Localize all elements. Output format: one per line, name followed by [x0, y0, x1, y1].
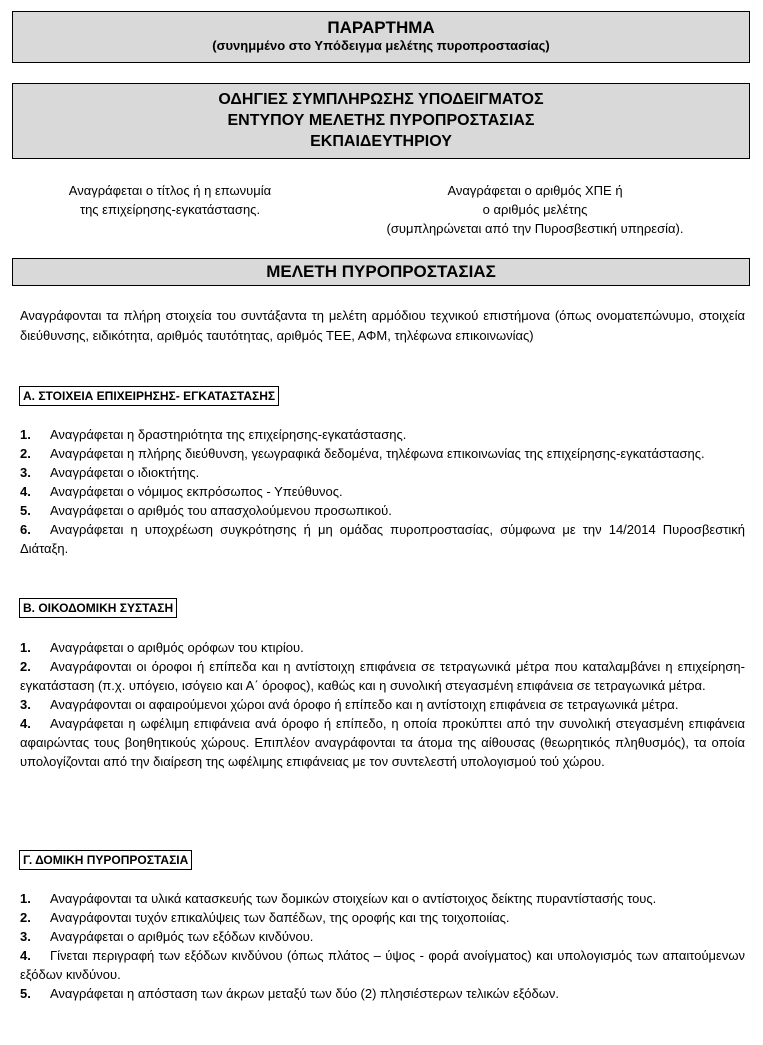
- appendix-title: ΠΑΡΑΡΤΗΜΑ: [327, 18, 435, 37]
- list-item: [20, 638, 745, 657]
- item-number: 5.: [20, 986, 31, 1001]
- study-title: ΜΕΛΕΤΗ ΠΥΡΟΠΡΟΣΤΑΣΙΑΣ: [266, 262, 496, 281]
- study-intro-paragraph: Αναγράφονται τα πλήρη στοιχεία του συντάξαντα τη μελέτη αρμόδιου τεχνικού επιστήμονα (όπως ονοματεπώνυμο, στοιχεία διεύθυνσης, ειδικότητα, αριθμός ταυτότητας, αριθμός ΤΕΕ, ΑΦΜ, τηλέφωνα επικοινωνίας): [20, 308, 745, 343]
- item-number: 3.: [20, 929, 31, 944]
- study-title-box: [12, 258, 750, 286]
- list-item: [20, 889, 745, 908]
- item-number: 1.: [20, 891, 31, 906]
- section-a-heading: Α. ΣΤΟΙΧΕΙΑ ΕΠΙΧΕΙΡΗΣΗΣ- ΕΓΚΑΤΑΣΤΑΣΗΣ: [19, 386, 279, 406]
- number-instruction-column: [330, 181, 740, 238]
- item-number: 4.: [20, 716, 31, 731]
- item-text: Αναγράφεται ο αριθμός ορόφων του κτιρίου.: [50, 640, 304, 655]
- item-number: 1.: [20, 427, 31, 442]
- item-text: Γίνεται περιγραφή των εξόδων κινδύνου (όπως πλάτος – ύψος - φορά ανοίγματος) και υπολογισμός των απαιτούμενων εξόδων κινδύνου.: [20, 948, 745, 982]
- title-instruction-line-2: της επιχείρησης-εγκατάστασης.: [79, 202, 261, 217]
- section-c-heading: Γ. ΔΟΜΙΚΗ ΠΥΡΟΠΡΟΣΤΑΣΙΑ: [19, 850, 192, 870]
- list-item: [20, 520, 745, 558]
- item-text: Αναγράφεται η δραστηριότητα της επιχείρησης-εγκατάστασης.: [50, 427, 407, 442]
- item-number: 2.: [20, 659, 31, 674]
- instructions-title-line-2: ΕΝΤΥΠΟΥ ΜΕΛΕΤΗΣ ΠΥΡΟΠΡΟΣΤΑΣΙΑΣ: [227, 112, 535, 129]
- list-item: [20, 463, 745, 482]
- section-a-list: [20, 425, 745, 558]
- list-item: [20, 657, 745, 695]
- appendix-header-box: [12, 11, 750, 63]
- instructions-title-line-1: ΟΔΗΓΙΕΣ ΣΥΜΠΛΗΡΩΣΗΣ ΥΠΟΔΕΙΓΜΑΤΟΣ: [218, 91, 544, 108]
- item-text: Αναγράφεται η υποχρέωση συγκρότησης ή μη ομάδας πυροπροστασίας, σύμφωνα με την 14/2014 Πυροσβεστική Διάταξη.: [20, 522, 745, 556]
- section-c-list: [20, 889, 745, 1003]
- item-number: 3.: [20, 465, 31, 480]
- item-number: 1.: [20, 640, 31, 655]
- list-item: [20, 984, 745, 1003]
- item-number: 2.: [20, 910, 31, 925]
- item-text: Αναγράφεται η πλήρης διεύθυνση, γεωγραφικά δεδομένα, τηλέφωνα επικοινωνίας της επιχείρησης-εγκατάστασης.: [50, 446, 705, 461]
- instructions-title-line-3: ΕΚΠΑΙΔΕΥΤΗΡΙΟΥ: [310, 133, 452, 150]
- item-text: Αναγράφεται η απόσταση των άκρων μεταξύ των δύο (2) πλησιέστερων τελικών εξόδων.: [50, 986, 559, 1001]
- list-item: [20, 482, 745, 501]
- item-text: Αναγράφεται ο αριθμός των εξόδων κινδύνου.: [50, 929, 314, 944]
- section-b-heading: Β. ΟΙΚΟΔΟΜΙΚΗ ΣΥΣΤΑΣΗ: [19, 598, 177, 618]
- title-instruction-column: [20, 181, 320, 219]
- item-number: 4.: [20, 484, 31, 499]
- item-number: 6.: [20, 522, 31, 537]
- list-item: [20, 501, 745, 520]
- instructions-header-box: [12, 83, 750, 159]
- item-text: Αναγράφονται τα υλικά κατασκευής των δομικών στοιχείων και ο αντίστοιχος δείκτης πυραντίστασής τους.: [50, 891, 657, 906]
- item-text: Αναγράφεται ο νόμιμος εκπρόσωπος - Υπεύθυνος.: [50, 484, 343, 499]
- list-item: [20, 908, 745, 927]
- appendix-subtitle: (συνημμένο στο Υπόδειγμα μελέτης πυροπροστασίας): [212, 38, 550, 53]
- list-item: [20, 425, 745, 444]
- item-text: Αναγράφεται ο ιδιοκτήτης.: [50, 465, 200, 480]
- item-text: Αναγράφονται τυχόν επικαλύψεις των δαπέδων, της οροφής και της τοιχοποιίας.: [50, 910, 510, 925]
- list-item: [20, 714, 745, 771]
- section-b-list: [20, 638, 745, 771]
- item-number: 2.: [20, 446, 31, 461]
- title-instruction-line-1: Αναγράφεται ο τίτλος ή η επωνυμία: [68, 183, 272, 198]
- item-text: Αναγράφονται οι όροφοι ή επίπεδα και η αντίστοιχη επιφάνεια σε τετραγωνικά μέτρα που καταλαμβάνει η επιχείρηση- εγκατάσταση (π.χ. υπόγειο, ισόγειο και Α΄ όροφος), καθώς και η συνολική στεγασμένη επιφάνεια σε τετραγωνικά μέτρα.: [20, 659, 745, 693]
- number-instruction-line-3: (συμπληρώνεται από την Πυροσβεστική υπηρεσία).: [386, 221, 684, 236]
- item-number: 4.: [20, 948, 31, 963]
- item-text: Αναγράφονται οι αφαιρούμενοι χώροι ανά όροφο ή επίπεδο και η αντίστοιχη επιφάνεια σε τετραγωνικά μέτρα.: [50, 697, 679, 712]
- item-text: Αναγράφεται η ωφέλιμη επιφάνεια ανά όροφο ή επίπεδο, η οποία προκύπτει από την συνολική στεγασμένη επιφάνεια αφαιρώντας τους βοηθητικούς χώρους. Επιπλέον αναγράφονται τα άτομα της αίθουσας (θεωρητικός πληθυσμός), τα οποία υπολογίζονται από την διαίρεση της ωφέλιμης επιφάνειας με τον συντελεστή υπολογισμού τού χώρου.: [20, 716, 745, 769]
- list-item: [20, 444, 745, 463]
- list-item: [20, 927, 745, 946]
- item-number: 3.: [20, 697, 31, 712]
- list-item: [20, 695, 745, 714]
- number-instruction-line-1: Αναγράφεται ο αριθμός ΧΠΕ ή: [447, 183, 623, 198]
- number-instruction-line-2: ο αριθμός μελέτης: [482, 202, 588, 217]
- list-item: [20, 946, 745, 984]
- item-text: Αναγράφεται ο αριθμός του απασχολούμενου προσωπικού.: [50, 503, 392, 518]
- item-number: 5.: [20, 503, 31, 518]
